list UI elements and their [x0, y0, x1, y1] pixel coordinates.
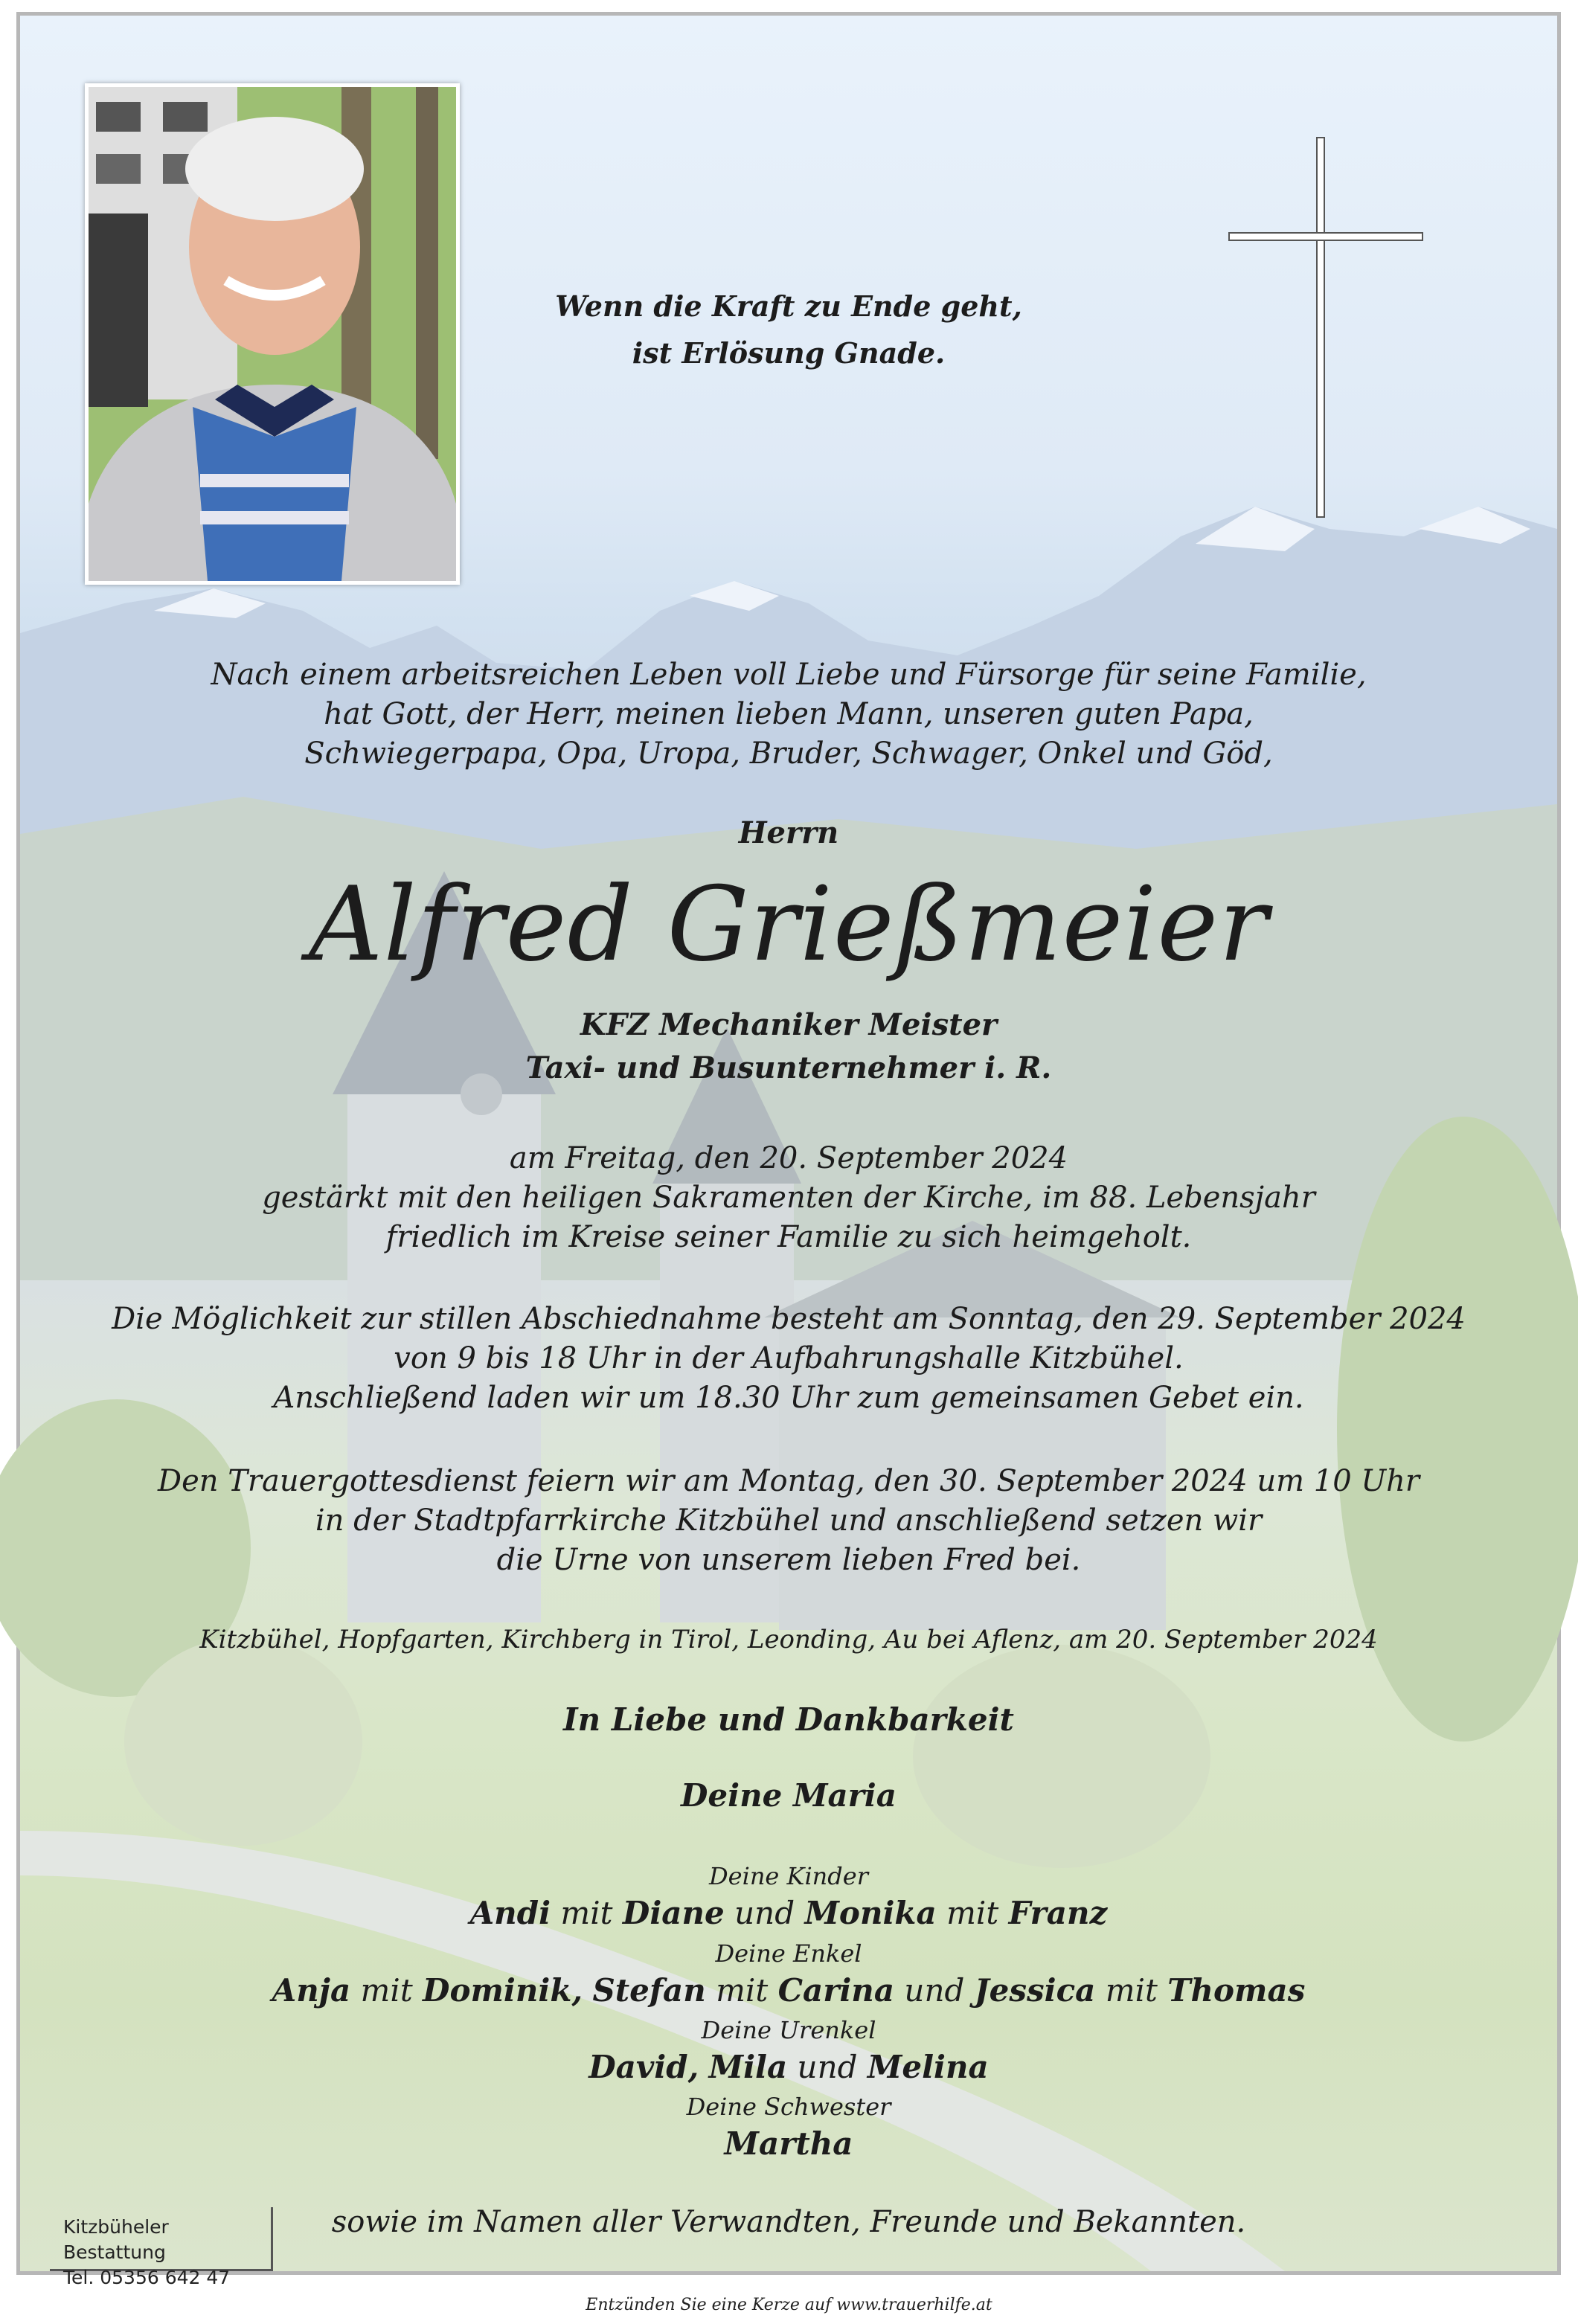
salutation: Herrn [738, 815, 839, 850]
sister-label: Deine Schwester [686, 2093, 891, 2121]
places-and-date: Kitzbühel, Hopfgarten, Kirchberg in Tirol, Leonding, Au bei Aflenz, am 20. September 2024 [199, 1625, 1378, 1654]
service-line-2: in der Stadtpfarrkirche Kitzbühel und anschließend setzen wir [315, 1503, 1263, 1538]
children-label: Deine Kinder [708, 1862, 868, 1890]
viewing-line-2: von 9 bis 18 Uhr in der Aufbahrungshalle Kitzbühel. [394, 1341, 1184, 1376]
viewing-line-3: Anschließend laden wir um 18.30 Uhr zum gemeinsamen Gebet ein. [273, 1381, 1304, 1415]
final-line: sowie im Namen aller Verwandten, Freunde und Bekannten. [331, 2205, 1246, 2239]
service-line-1: Den Trauergottesdienst feiern wir am Montag, den 30. September 2024 um 10 Uhr [158, 1464, 1420, 1498]
sister-name: Martha [724, 2125, 853, 2162]
intro-line-2: hat Gott, der Herr, meinen lieben Mann, unseren guten Papa, [324, 697, 1254, 731]
children-names: Andi mit Diane und Monika mit Franz [469, 1895, 1108, 1931]
grandchildren-names: Anja mit Dominik, Stefan mit Carina und Jessica mit Thomas [272, 1972, 1306, 2009]
obituary-card [16, 12, 1561, 2288]
footer-note: Entzünden Sie eine Kerze auf www.trauerhilfe.at [586, 2296, 992, 2314]
grandchildren-label: Deine Enkel [715, 1939, 862, 1968]
intro-line-1: Nach einem arbeitsreichen Leben voll Liebe und Fürsorge für seine Familie, [211, 658, 1367, 692]
deceased-name: Alfred Grießmeier [308, 864, 1269, 984]
death-notice-line-1: am Freitag, den 20. September 2024 [509, 1141, 1068, 1175]
undertaker-name: Kitzbüheler Bestattung [63, 2216, 169, 2263]
service-line-3: die Urne von unserem lieben Fred bei. [496, 1543, 1081, 1577]
great-grandchildren-names: David, Mila und Melina [588, 2049, 989, 2085]
death-notice-line-3: friedlich im Kreise seiner Familie zu sich heimgeholt. [385, 1220, 1192, 1254]
verse-line-1: Wenn die Kraft zu Ende geht, [555, 289, 1022, 323]
great-grandchildren-label: Deine Urenkel [701, 2016, 876, 2044]
verse-line-2: ist Erlösung Gnade. [632, 336, 946, 370]
occupation-line-2: Taxi- und Busunternehmer i. R. [525, 1050, 1052, 1085]
viewing-line-1: Die Möglichkeit zur stillen Abschiednahme besteht am Sonntag, den 29. September 2024 [112, 1302, 1466, 1336]
wife-signature: Deine Maria [681, 1777, 897, 1814]
undertaker-box [50, 2207, 273, 2288]
closing-phrase: In Liebe und Dankbarkeit [563, 1701, 1014, 1738]
death-notice-line-2: gestärkt mit den heiligen Sakramenten der Kirche, im 88. Lebensjahr [262, 1181, 1315, 1215]
undertaker-phone: Tel. 05356 642 47 [63, 2267, 231, 2288]
intro-line-3: Schwiegerpapa, Opa, Uropa, Bruder, Schwager, Onkel und Göd, [304, 736, 1273, 771]
occupation-line-1: KFZ Mechaniker Meister [580, 1007, 998, 1042]
